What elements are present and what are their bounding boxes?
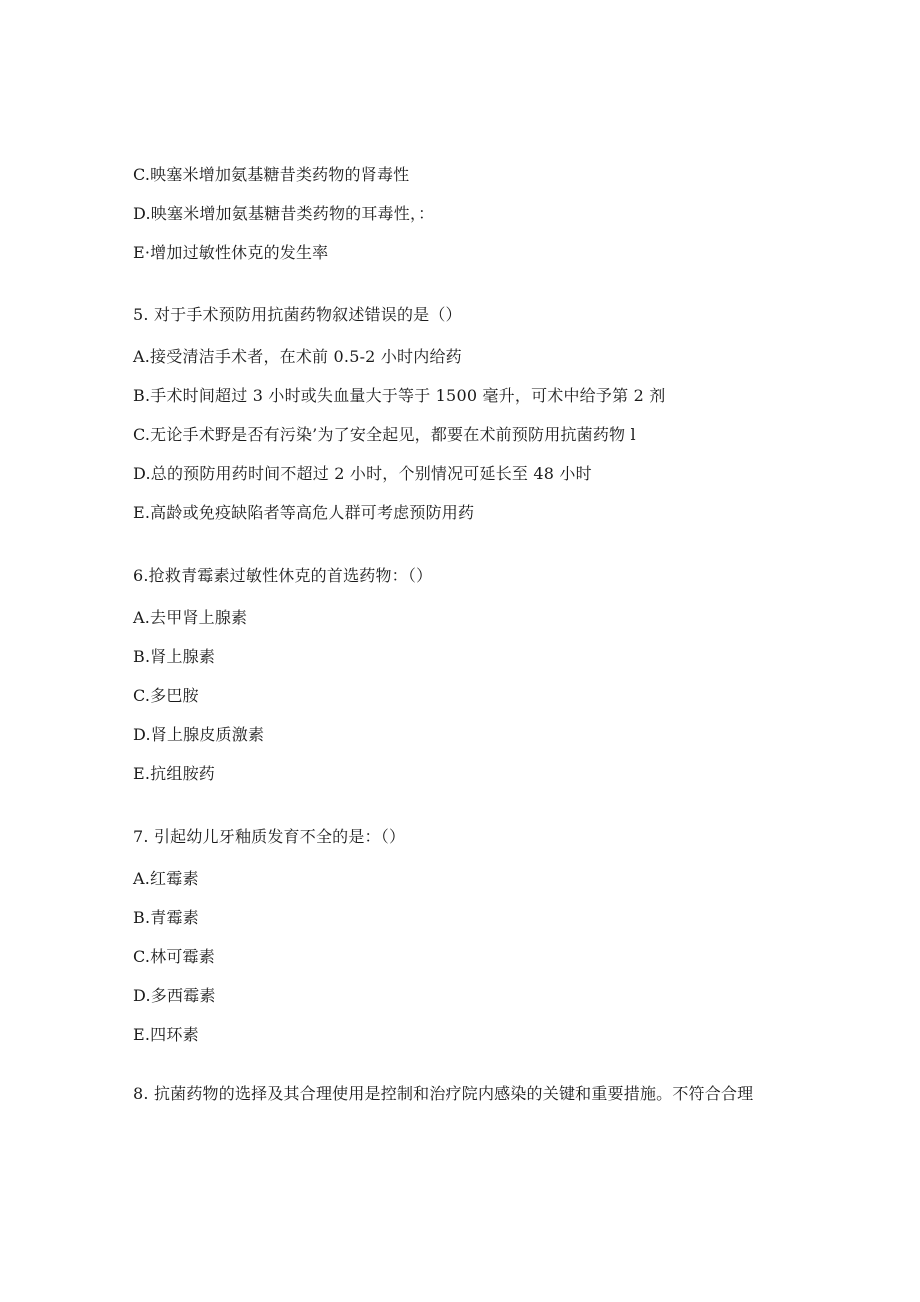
q6-option-c: C.多巴胺	[133, 686, 199, 705]
q7-option-d: D.多西霉素	[133, 986, 216, 1005]
q4-option-d: D.映塞米增加氨基糖昔类药物的耳毒性，：	[133, 204, 435, 223]
q4-option-c: C.映塞米增加氨基糖昔类药物的肾毒性	[133, 165, 410, 184]
q5-option-e: E.高龄或免疫缺陷者等高危人群可考虑预防用药	[133, 503, 475, 522]
question-5: 5. 对于手术预防用抗菌药物叙述错误的是（）	[133, 305, 462, 324]
question-8: 8. 抗菌药物的选择及其合理使用是控制和治疗院内感染的关键和重要措施。不符合合理	[133, 1084, 754, 1103]
q7-option-b: B.青霉素	[133, 908, 199, 927]
q6-option-a: A.去甲肾上腺素	[133, 608, 248, 627]
q7-option-e: E.四环素	[133, 1025, 199, 1044]
q4-option-e: E·增加过敏性休克的发生率	[133, 243, 329, 262]
q5-option-a: A.接受清洁手术者，在术前 0.5-2 小时内给药	[133, 347, 462, 366]
q6-option-b: B.肾上腺素	[133, 647, 216, 666]
q7-option-c: C.林可霉素	[133, 947, 215, 966]
q5-option-b: B.手术时间超过 3 小时或失血量大于等于 1500 毫升，可术中给予第 2 剂	[133, 386, 666, 405]
q7-option-a: A.红霉素	[133, 869, 199, 888]
q6-option-d: D.肾上腺皮质激素	[133, 725, 265, 744]
q5-option-c: C.无论手术野是否有污染’为了安全起见，都要在术前预防用抗菌药物 l	[133, 425, 636, 444]
question-7: 7. 引起幼儿牙釉质发育不全的是：（）	[133, 827, 406, 846]
q6-option-e: E.抗组胺药	[133, 764, 215, 783]
q5-option-d: D.总的预防用药时间不超过 2 小时，个别情况可延长至 48 小时	[133, 464, 592, 483]
question-6: 6.抢救青霉素过敏性休克的首选药物：（）	[133, 566, 433, 585]
